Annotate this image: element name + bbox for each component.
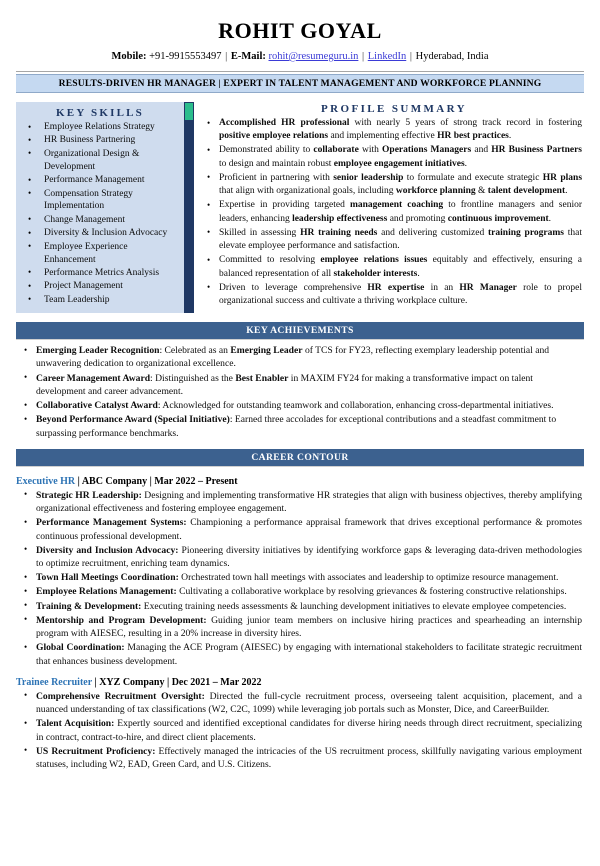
- job-role-1: Trainee Recruiter: [16, 676, 92, 688]
- list-item: • Organizational Design & Development: [16, 148, 184, 174]
- profile-summary-list: [204, 117, 584, 309]
- key-achievements-body: [16, 344, 584, 440]
- list-item: • Beyond Performance Award (Special Initiative): Earned three accolades for exceptional contributions and a steadfast commitment to surpassing performance benchmarks.: [16, 413, 584, 439]
- list-item: • Accomplished HR professional with nearly 5 years of strong track record in fostering positive employee relations and implementing effective HR best practices.: [204, 117, 584, 144]
- list-item: • Team Leadership: [16, 294, 184, 307]
- key-skills-list: [16, 121, 184, 307]
- list-item: • Emerging Leader Recognition: Celebrated as an Emerging Leader of TCS for FY23, reflecting exemplary leadership potential and unwavering dedication to organizational excellence.: [16, 344, 584, 370]
- job-sep-1a: |: [94, 676, 97, 688]
- list-item: • US Recruitment Proficiency: Effectively managed the intricacies of the US recruitment process, skillfully navigating various employment statuses, including W2, EAD, Green Card, and U.S. Citizens.: [16, 745, 584, 771]
- linkedin-link[interactable]: LinkedIn: [367, 51, 407, 62]
- career-contour-section-bar: CAREER CONTOUR: [16, 449, 584, 467]
- job-dates-1: Dec 2021 – Mar 2022: [171, 676, 262, 688]
- list-item: • Employee Relations Strategy: [16, 121, 184, 134]
- list-item: • Career Management Award: Distinguished as the Best Enabler in MAXIM FY24 for making a transformative impact on talent development and career advancement.: [16, 372, 584, 398]
- list-item: • Diversity and Inclusion Advocacy: Pioneering diversity initiatives by identifying workforce gaps & leveraging data-driven methodologies to optimize recruitment, enriching team dynamics.: [16, 544, 584, 570]
- job-entry-1: [16, 677, 584, 771]
- profile-summary-panel: [194, 102, 584, 313]
- contact-separator-2: |: [362, 51, 365, 62]
- key-skills-heading: KEY SKILLS: [56, 107, 144, 119]
- list-item: • Strategic HR Leadership: Designing and implementing transformative HR strategies that align with business objectives, thereby amplifying organizational effectiveness and fostering employee engagement.: [16, 489, 584, 515]
- divider-accent-block: [185, 103, 193, 120]
- list-item: • Collaborative Catalyst Award: Acknowledged for outstanding teamwork and collaboration, enhancing cross-departmental initiatives.: [16, 399, 584, 412]
- mobile-value: +91-9915553497: [149, 51, 222, 62]
- job-entry-0: [16, 476, 584, 668]
- list-item: • Mentorship and Program Development: Guiding junior team members on inclusive hiring practices and spearheading an internship program with AIESEC, resulting in a 20% increase in diversity hires.: [16, 614, 584, 640]
- list-item: • Compensation Strategy Implementation: [16, 188, 184, 214]
- contact-line: [0, 51, 600, 62]
- email-label: E-Mail:: [230, 51, 266, 62]
- job-role-0: Executive HR: [16, 475, 76, 487]
- list-item: • Talent Acquisition: Expertly sourced and identified exceptional candidates for diverse hiring needs through direct recruitment, specializing in contract, contract-to-hire, and direct client placements.: [16, 717, 584, 743]
- column-divider-bar: [184, 102, 194, 313]
- headline-banner: RESULTS-DRIVEN HR MANAGER | EXPERT IN TALENT MANAGEMENT AND WORKFORCE PLANNING: [16, 74, 584, 93]
- list-item: • Expertise in providing targeted management coaching to frontline managers and senior leaders, enhancing leadership effectiveness and promoting continuous improvement.: [204, 199, 584, 226]
- job-sep-0a: |: [77, 475, 80, 487]
- list-item: • Performance Metrics Analysis: [16, 267, 184, 280]
- list-item: • Training & Development: Executing training needs assessments & launching development initiatives to elevate employee competencies.: [16, 600, 584, 613]
- list-item: • Performance Management: [16, 174, 184, 187]
- skills-summary-columns: [16, 102, 584, 313]
- list-item: • Demonstrated ability to collaborate with Operations Managers and HR Business Partners to design and maintain robust employee engagement initiatives.: [204, 144, 584, 171]
- profile-summary-heading: PROFILE SUMMARY: [321, 103, 467, 115]
- list-item: • Comprehensive Recruitment Oversight: Directed the full-cycle recruitment process, overseeing talent acquisition, placement, and a nuanced understanding of tax classifications (W2, C2C, 1099) while leveraging job portals such as Monster, Dice, and CareerBuilder.: [16, 690, 584, 716]
- contact-separator-3: |: [409, 51, 412, 62]
- key-achievements-list: [16, 344, 584, 440]
- job-dates-0: Mar 2022 – Present: [154, 475, 238, 487]
- list-item: • Global Coordination: Managing the ACE Program (AIESEC) by engaging with international stakeholders to facilitate strategic recruitment that enhances business development.: [16, 641, 584, 667]
- list-item: • Driven to leverage comprehensive HR expertise in an HR Manager role to propel organizational success and cultivate a thriving workplace culture.: [204, 282, 584, 309]
- job-title-0: [16, 476, 584, 487]
- contact-separator-1: |: [225, 51, 228, 62]
- list-item: • Performance Management Systems: Championing a performance appraisal framework that drives exceptional performance & promotes continuous professional development.: [16, 516, 584, 542]
- mobile-label: Mobile:: [111, 51, 147, 62]
- list-item: • Project Management: [16, 280, 184, 293]
- page-title: ROHIT GOYAL: [218, 18, 382, 43]
- key-achievements-section-bar: KEY ACHIEVEMENTS: [16, 322, 584, 340]
- list-item: • Change Management: [16, 214, 184, 227]
- list-item: • Employee Experience Enhancement: [16, 241, 184, 267]
- list-item: • Town Hall Meetings Coordination: Orchestrated town hall meetings with associates and leadership to optimize resource management.: [16, 571, 584, 584]
- list-item: • Diversity & Inclusion Advocacy: [16, 227, 184, 240]
- list-item: • Employee Relations Management: Cultivating a collaborative workplace by resolving grievances & fostering constructive relationships.: [16, 585, 584, 598]
- job-bullets-0: [16, 489, 584, 668]
- job-company-1: XYZ Company: [99, 676, 165, 688]
- resume-page: [0, 18, 600, 866]
- career-contour-body: [16, 476, 584, 771]
- job-sep-0b: |: [149, 475, 152, 487]
- header-divider-rule: [16, 71, 584, 72]
- location-text: Hyderabad, India: [415, 51, 489, 62]
- key-skills-panel: [16, 102, 184, 313]
- job-sep-1b: |: [167, 676, 170, 688]
- list-item: • Committed to resolving employee relations issues equitably and effectively, ensuring a balanced representation of all stakeholder interests.: [204, 254, 584, 281]
- email-link[interactable]: rohit@resumeguru.in: [268, 51, 359, 62]
- list-item: • Proficient in partnering with senior leadership to formulate and execute strategic HR plans that align with organizational goals, including workforce planning & talent development.: [204, 172, 584, 199]
- job-title-1: [16, 677, 584, 688]
- job-company-0: ABC Company: [81, 475, 148, 487]
- list-item: • HR Business Partnering: [16, 134, 184, 147]
- job-bullets-1: [16, 690, 584, 771]
- list-item: • Skilled in assessing HR training needs and delivering customized training programs that elevate employee performance and satisfaction.: [204, 227, 584, 254]
